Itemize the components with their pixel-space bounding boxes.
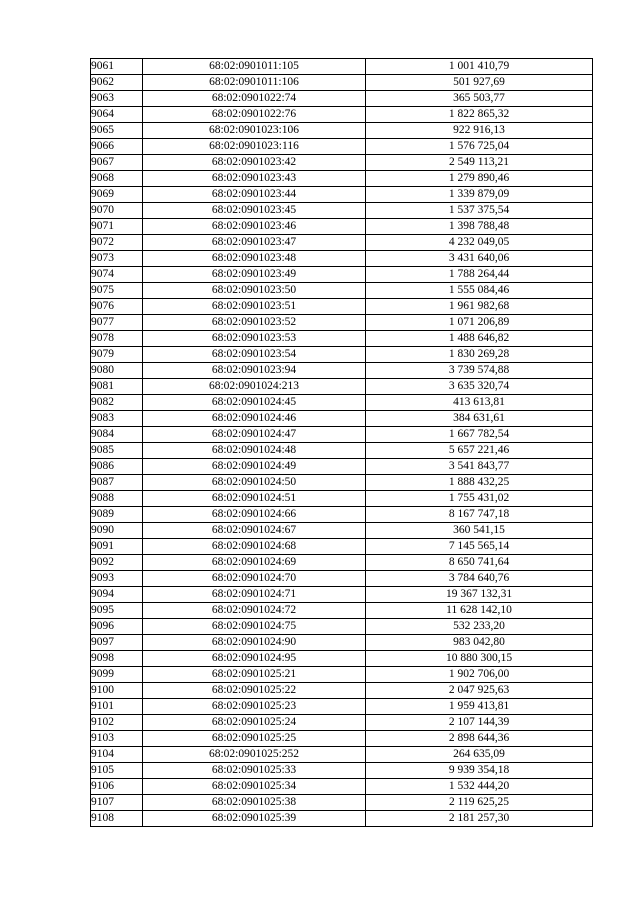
row-number-cell: 9069 [91,187,143,203]
table-row [91,315,593,331]
cadastral-number-cell: 68:02:0901023:43 [143,171,366,187]
cadastral-number-cell: 68:02:0901024:68 [143,539,366,555]
cadastral-number-cell: 68:02:0901022:74 [143,91,366,107]
cadastral-number-cell: 68:02:0901023:94 [143,363,366,379]
cadastral-value-cell: 9 939 354,18 [366,763,593,779]
table-row [91,283,593,299]
table-row [91,427,593,443]
cadastral-number-cell: 68:02:0901024:47 [143,427,366,443]
row-number-cell: 9078 [91,331,143,347]
row-number-cell: 9061 [91,59,143,75]
row-number-cell: 9071 [91,219,143,235]
cadastral-value-cell: 3 635 320,74 [366,379,593,395]
cadastral-value-cell: 3 739 574,88 [366,363,593,379]
cadastral-number-cell: 68:02:0901023:51 [143,299,366,315]
cadastral-number-cell: 68:02:0901024:50 [143,475,366,491]
table-row [91,491,593,507]
table-row [91,379,593,395]
cadastral-value-cell: 365 503,77 [366,91,593,107]
cadastral-value-cell: 922 916,13 [366,123,593,139]
row-number-cell: 9103 [91,731,143,747]
row-number-cell: 9096 [91,619,143,635]
table-row [91,747,593,763]
table-row [91,683,593,699]
cadastral-value-cell: 1 488 646,82 [366,331,593,347]
cadastral-value-cell: 1 339 879,09 [366,187,593,203]
cadastral-value-cell: 1 788 264,44 [366,267,593,283]
row-number-cell: 9098 [91,651,143,667]
cadastral-value-cell: 19 367 132,31 [366,587,593,603]
row-number-cell: 9094 [91,587,143,603]
cadastral-value-cell: 5 657 221,46 [366,443,593,459]
cadastral-value-cell: 1 576 725,04 [366,139,593,155]
cadastral-value-cell: 8 650 741,64 [366,555,593,571]
cadastral-value-cell: 1 888 432,25 [366,475,593,491]
table-row [91,763,593,779]
row-number-cell: 9106 [91,779,143,795]
cadastral-value-cell: 2 047 925,63 [366,683,593,699]
table-row [91,571,593,587]
cadastral-number-cell: 68:02:0901025:22 [143,683,366,699]
cadastral-value-cell: 1 279 890,46 [366,171,593,187]
cadastral-number-cell: 68:02:0901025:38 [143,795,366,811]
cadastral-value-cell: 1 959 413,81 [366,699,593,715]
row-number-cell: 9076 [91,299,143,315]
cadastral-number-cell: 68:02:0901025:252 [143,747,366,763]
cadastral-number-cell: 68:02:0901025:33 [143,763,366,779]
cadastral-number-cell: 68:02:0901024:51 [143,491,366,507]
row-number-cell: 9101 [91,699,143,715]
row-number-cell: 9100 [91,683,143,699]
cadastral-value-cell: 501 927,69 [366,75,593,91]
table-row [91,171,593,187]
table-row [91,411,593,427]
cadastral-number-cell: 68:02:0901024:70 [143,571,366,587]
table-row [91,475,593,491]
table-row [91,347,593,363]
row-number-cell: 9091 [91,539,143,555]
row-number-cell: 9085 [91,443,143,459]
row-number-cell: 9083 [91,411,143,427]
cadastral-number-cell: 68:02:0901023:46 [143,219,366,235]
cadastral-value-cell: 1 537 375,54 [366,203,593,219]
cadastral-value-cell: 3 541 843,77 [366,459,593,475]
table-row [91,699,593,715]
row-number-cell: 9066 [91,139,143,155]
cadastral-value-cell: 384 631,61 [366,411,593,427]
cadastral-number-cell: 68:02:0901024:67 [143,523,366,539]
table-row [91,59,593,75]
table-row [91,603,593,619]
cadastral-number-cell: 68:02:0901024:75 [143,619,366,635]
row-number-cell: 9082 [91,395,143,411]
row-number-cell: 9064 [91,107,143,123]
cadastral-number-cell: 68:02:0901011:106 [143,75,366,91]
cadastral-number-cell: 68:02:0901023:53 [143,331,366,347]
cadastral-value-cell: 1 532 444,20 [366,779,593,795]
table-row [91,299,593,315]
cadastral-number-cell: 68:02:0901023:52 [143,315,366,331]
row-number-cell: 9095 [91,603,143,619]
cadastral-number-cell: 68:02:0901023:48 [143,251,366,267]
cadastral-value-cell: 4 232 049,05 [366,235,593,251]
table-row [91,123,593,139]
table-row [91,219,593,235]
row-number-cell: 9067 [91,155,143,171]
table-row [91,395,593,411]
table-row [91,555,593,571]
table-row [91,523,593,539]
cadastral-value-cell: 2 898 644,36 [366,731,593,747]
cadastral-value-cell: 3 784 640,76 [366,571,593,587]
row-number-cell: 9070 [91,203,143,219]
row-number-cell: 9086 [91,459,143,475]
cadastral-number-cell: 68:02:0901025:25 [143,731,366,747]
table-row [91,539,593,555]
cadastral-number-cell: 68:02:0901023:54 [143,347,366,363]
cadastral-number-cell: 68:02:0901022:76 [143,107,366,123]
cadastral-number-cell: 68:02:0901025:23 [143,699,366,715]
cadastral-value-cell: 1 555 084,46 [366,283,593,299]
row-number-cell: 9081 [91,379,143,395]
cadastral-number-cell: 68:02:0901024:90 [143,635,366,651]
cadastral-number-cell: 68:02:0901023:50 [143,283,366,299]
cadastral-value-cell: 2 119 625,25 [366,795,593,811]
row-number-cell: 9084 [91,427,143,443]
table-row [91,155,593,171]
cadastral-number-cell: 68:02:0901025:34 [143,779,366,795]
row-number-cell: 9102 [91,715,143,731]
table-row [91,235,593,251]
row-number-cell: 9075 [91,283,143,299]
table-row [91,203,593,219]
row-number-cell: 9090 [91,523,143,539]
cadastral-number-cell: 68:02:0901023:45 [143,203,366,219]
cadastral-number-cell: 68:02:0901023:116 [143,139,366,155]
table-row [91,811,593,827]
cadastral-number-cell: 68:02:0901024:95 [143,651,366,667]
table-row [91,443,593,459]
row-number-cell: 9104 [91,747,143,763]
table-row [91,507,593,523]
cadastral-value-cell: 413 613,81 [366,395,593,411]
cadastral-number-cell: 68:02:0901011:105 [143,59,366,75]
cadastral-value-cell: 8 167 747,18 [366,507,593,523]
row-number-cell: 9072 [91,235,143,251]
cadastral-number-cell: 68:02:0901025:24 [143,715,366,731]
table-row [91,107,593,123]
row-number-cell: 9068 [91,171,143,187]
cadastral-value-cell: 264 635,09 [366,747,593,763]
table-row [91,91,593,107]
cadastral-number-cell: 68:02:0901023:44 [143,187,366,203]
cadastral-value-cell: 2 549 113,21 [366,155,593,171]
row-number-cell: 9088 [91,491,143,507]
cadastral-value-cell: 2 181 257,30 [366,811,593,827]
table-row [91,187,593,203]
cadastral-value-cell: 11 628 142,10 [366,603,593,619]
cadastral-value-table [90,58,593,827]
row-number-cell: 9092 [91,555,143,571]
cadastral-value-cell: 1 961 982,68 [366,299,593,315]
row-number-cell: 9062 [91,75,143,91]
table-row [91,363,593,379]
cadastral-value-cell: 1 398 788,48 [366,219,593,235]
cadastral-number-cell: 68:02:0901024:46 [143,411,366,427]
cadastral-value-cell: 983 042,80 [366,635,593,651]
cadastral-number-cell: 68:02:0901023:42 [143,155,366,171]
cadastral-value-cell: 1 071 206,89 [366,315,593,331]
table-row [91,619,593,635]
table-row [91,331,593,347]
cadastral-value-cell: 1 755 431,02 [366,491,593,507]
table-row [91,779,593,795]
row-number-cell: 9097 [91,635,143,651]
cadastral-number-cell: 68:02:0901024:69 [143,555,366,571]
table-row [91,251,593,267]
row-number-cell: 9074 [91,267,143,283]
row-number-cell: 9087 [91,475,143,491]
table-row [91,731,593,747]
cadastral-number-cell: 68:02:0901024:66 [143,507,366,523]
row-number-cell: 9105 [91,763,143,779]
cadastral-value-cell: 532 233,20 [366,619,593,635]
cadastral-number-cell: 68:02:0901024:72 [143,603,366,619]
cadastral-value-cell: 2 107 144,39 [366,715,593,731]
table-row [91,267,593,283]
cadastral-value-cell: 10 880 300,15 [366,651,593,667]
cadastral-value-cell: 1 902 706,00 [366,667,593,683]
row-number-cell: 9099 [91,667,143,683]
cadastral-number-cell: 68:02:0901023:49 [143,267,366,283]
row-number-cell: 9077 [91,315,143,331]
row-number-cell: 9108 [91,811,143,827]
cadastral-number-cell: 68:02:0901024:49 [143,459,366,475]
cadastral-value-cell: 1 830 269,28 [366,347,593,363]
row-number-cell: 9063 [91,91,143,107]
cadastral-number-cell: 68:02:0901024:45 [143,395,366,411]
cadastral-value-cell: 7 145 565,14 [366,539,593,555]
cadastral-value-cell: 1 822 865,32 [366,107,593,123]
table-row [91,795,593,811]
row-number-cell: 9080 [91,363,143,379]
table-row [91,139,593,155]
table-row [91,587,593,603]
table-row [91,459,593,475]
cadastral-value-cell: 3 431 640,06 [366,251,593,267]
cadastral-value-cell: 360 541,15 [366,523,593,539]
cadastral-number-cell: 68:02:0901023:47 [143,235,366,251]
table-row [91,715,593,731]
table-row [91,635,593,651]
table-row [91,651,593,667]
row-number-cell: 9073 [91,251,143,267]
row-number-cell: 9089 [91,507,143,523]
cadastral-number-cell: 68:02:0901024:71 [143,587,366,603]
cadastral-number-cell: 68:02:0901025:39 [143,811,366,827]
cadastral-value-cell: 1 667 782,54 [366,427,593,443]
table-body [91,59,593,827]
table-row [91,667,593,683]
cadastral-value-cell: 1 001 410,79 [366,59,593,75]
cadastral-number-cell: 68:02:0901025:21 [143,667,366,683]
table-row [91,75,593,91]
cadastral-number-cell: 68:02:0901024:48 [143,443,366,459]
row-number-cell: 9065 [91,123,143,139]
row-number-cell: 9093 [91,571,143,587]
cadastral-number-cell: 68:02:0901023:106 [143,123,366,139]
cadastral-number-cell: 68:02:0901024:213 [143,379,366,395]
row-number-cell: 9079 [91,347,143,363]
row-number-cell: 9107 [91,795,143,811]
